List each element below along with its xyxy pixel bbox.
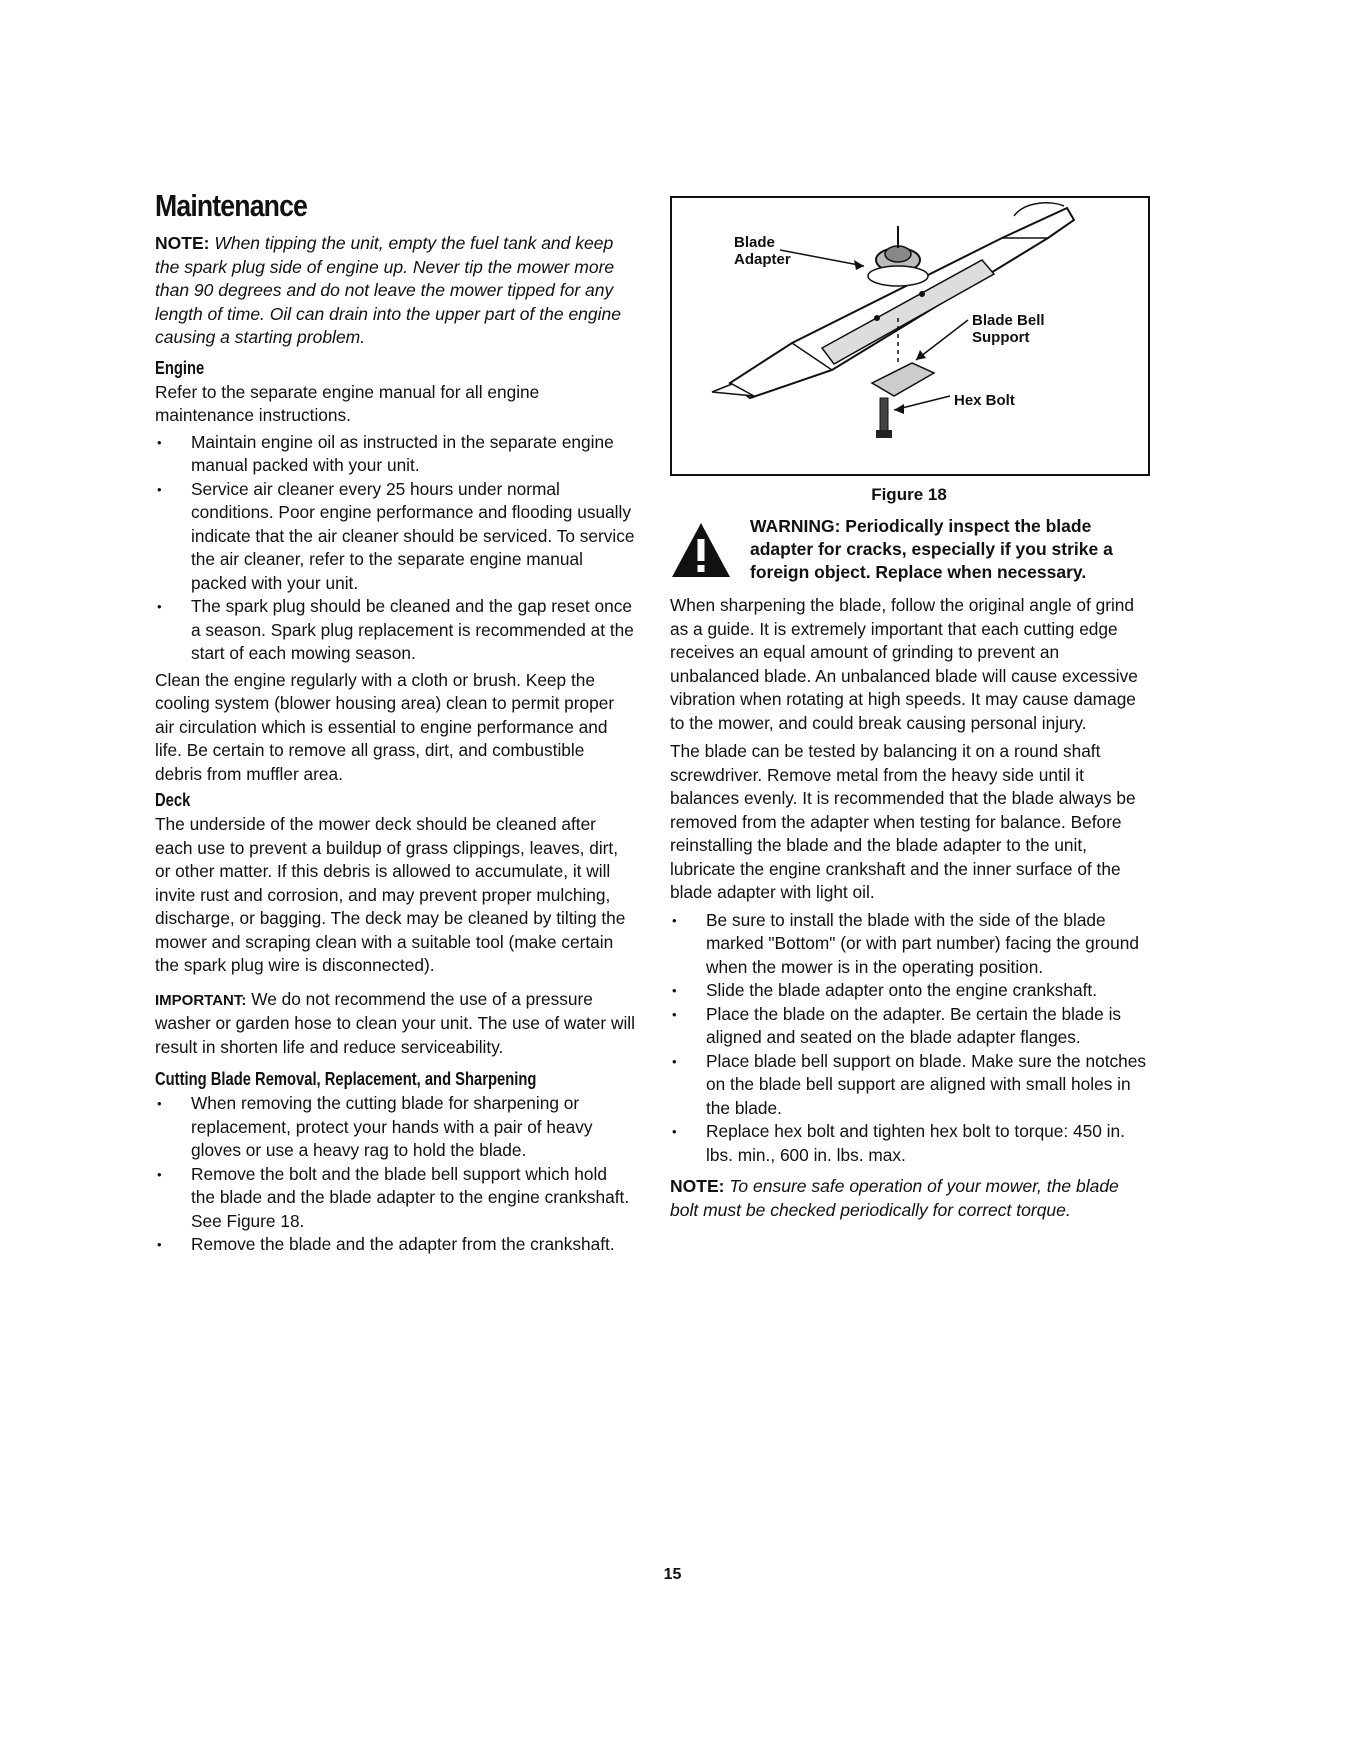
figure-18-box (670, 196, 1150, 476)
list-item: • Remove the blade and the adapter from the crankshaft. (155, 1233, 635, 1257)
label-line: Adapter (734, 251, 791, 268)
list-item: • When removing the cutting blade for sharpening or replacement, protect your hands with a pair of heavy gloves or use a heavy rag to hold the blade. (155, 1092, 635, 1163)
warning-text: WARNING: Periodically inspect the blade adapter for cracks, especially if you strike a foreign object. Replace when necessary. (750, 516, 1113, 582)
page-number: 15 (663, 1566, 682, 1583)
tipping-note (155, 232, 635, 350)
blade-removal-list (155, 1092, 635, 1257)
list-item: • Service air cleaner every 25 hours under normal conditions. Poor engine performance and flooding usually indicate that the air cleaner should be serviced. To service the air cleaner, refer to the separate engine manual packed with your unit. (155, 478, 635, 596)
list-item: • Maintain engine oil as instructed in the separate engine manual packed with your unit. (155, 431, 635, 478)
sharpening-paragraph: When sharpening the blade, follow the original angle of grind as a guide. It is extremely important that each cutting edge receives an equal amount of grinding to prevent an unbalanced blade. An unbalanced blade will cause excessive vibration when rotating at high speeds. It may cause damage to the mower, and could break causing personal injury. (670, 595, 1138, 733)
label-blade-bell-support (972, 312, 1045, 346)
warning-triangle-icon (670, 521, 732, 579)
list-item: • The spark plug should be cleaned and the gap reset once a season. Spark plug replacement is recommended at the start of each mowing season. (155, 595, 635, 666)
warning-block (670, 515, 1148, 584)
installation-list (670, 909, 1148, 1168)
important-paragraph (155, 988, 635, 1060)
engine-bullet-list (155, 431, 635, 666)
deck-heading: Deck (155, 790, 191, 810)
note-text: To ensure safe operation of your mower, the blade bolt must be checked periodically for correct torque. (670, 1176, 1119, 1220)
list-item: • Slide the blade adapter onto the engine crankshaft. (670, 979, 1148, 1003)
label-hex-bolt: Hex Bolt (954, 392, 1015, 409)
note-lead: NOTE: (670, 1176, 725, 1196)
page-title: Maintenance (155, 188, 308, 223)
deck-paragraph: The underside of the mower deck should be cleaned after each use to prevent a buildup of grass clippings, leaves, dirt, or other matter. If this debris is allowed to accumulate, it will invite rust and corrosion, and may prevent proper mulching, discharge, or bagging. The deck may be cleaned by tilting the mower and scraping clean with a suitable tool (make certain the spark plug wire is disconnected). (155, 814, 626, 975)
list-item: • Replace hex bolt and tighten hex bolt to torque: 450 in. lbs. min., 600 in. lbs. max. (670, 1120, 1148, 1167)
balance-paragraph: The blade can be tested by balancing it on a round shaft screwdriver. Remove metal from the heavy side until it balances evenly. It is recommended that the blade always be removed from the adapter when testing for balance. Before reinstalling the blade and the blade adapter to the unit, lubricate the engine crankshaft and the inner surface of the blade adapter with light oil. (670, 741, 1136, 902)
label-line: Support (972, 329, 1030, 346)
list-item: • Place blade bell support on blade. Make sure the notches on the blade bell support are aligned with small holes in the blade. (670, 1050, 1148, 1121)
list-item: • Place the blade on the adapter. Be certain the blade is aligned and seated on the blade adapter flanges. (670, 1003, 1148, 1050)
note-text: When tipping the unit, empty the fuel tank and keep the spark plug side of engine up. Never tip the mower more than 90 degrees and do not leave the mower tipped for any length of time. Oil can drain into the upper part of the engine causing a starting problem. (155, 233, 621, 347)
blade-heading: Cutting Blade Removal, Replacement, and Sharpening (155, 1069, 537, 1089)
note-lead: NOTE: (155, 233, 210, 253)
label-blade-adapter (734, 234, 791, 268)
label-line: Blade Bell (972, 312, 1045, 329)
label-line: Blade (734, 234, 775, 251)
list-item: • Remove the bolt and the blade bell support which hold the blade and the blade adapter to the engine crankshaft. See Figure 18. (155, 1163, 635, 1234)
figure-caption: Figure 18 (871, 485, 947, 504)
engine-cleaning-paragraph: Clean the engine regularly with a cloth or brush. Keep the cooling system (blower housing area) clean to permit proper air circulation which is essential to engine performance and life. Be certain to remove all grass, dirt, and combustible debris from muffler area. (155, 669, 615, 784)
torque-note (670, 1175, 1148, 1222)
right-column (670, 188, 1148, 1230)
important-lead: IMPORTANT: (155, 991, 247, 1009)
engine-heading: Engine (155, 357, 205, 378)
left-column (155, 188, 635, 1260)
engine-intro: Refer to the separate engine manual for all engine maintenance instructions. (155, 381, 540, 425)
list-item: • Be sure to install the blade with the side of the blade marked "Bottom" (or with part number) facing the ground when the mower is in the operating position. (670, 909, 1148, 980)
important-text: We do not recommend the use of a pressure washer or garden hose to clean your unit. The use of water will result in shorten life and reduce serviceability. (155, 988, 635, 1057)
